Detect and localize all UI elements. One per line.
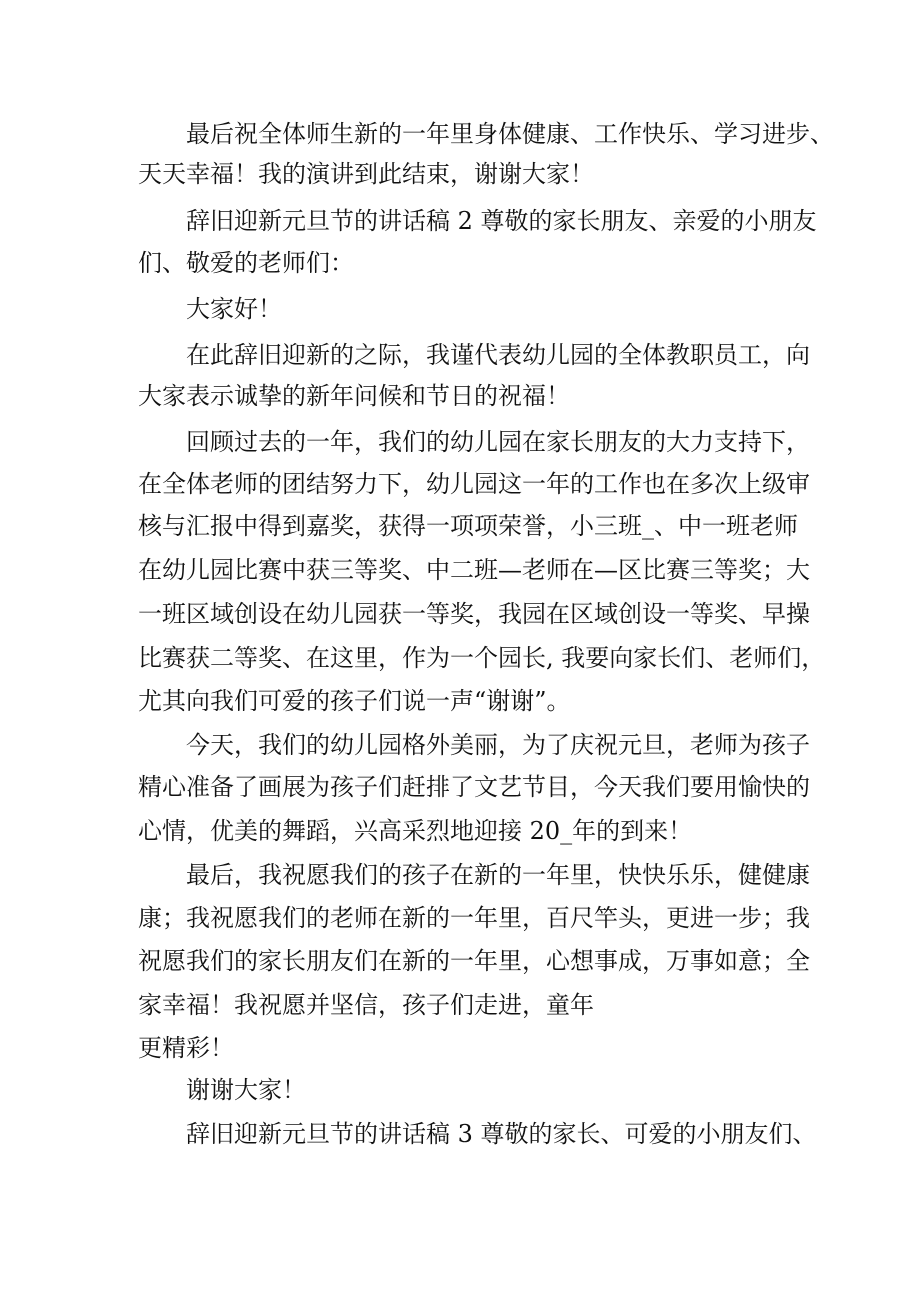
paragraph-line: 更精彩！: [138, 1034, 234, 1062]
paragraph-line: 今天，我们的幼儿园格外美丽，为了庆祝元旦，老师为孩子: [186, 731, 810, 759]
paragraph-line: 回顾过去的一年，我们的幼儿园在家长朋友的大力支持下，: [186, 428, 810, 456]
paragraph-line: 谢谢大家！: [186, 1076, 306, 1104]
paragraph-line: 大家好！: [186, 295, 282, 323]
paragraph-line: 们、敬爱的老师们：: [138, 249, 354, 277]
paragraph-line: 核与汇报中得到嘉奖，获得一项项荣誉，小三班_、中一班老师: [138, 512, 798, 540]
paragraph-line: 康；我祝愿我们的老师在新的一年里，百尺竿头，更进一步；我: [138, 904, 810, 932]
paragraph-line: 最后祝全体师生新的一年里身体健康、工作快乐、学习进步、: [186, 120, 834, 148]
paragraph-line: 比赛获二等奖、在这里，作为一个园长, 我要向家长们、老师们，: [138, 644, 826, 672]
paragraph-line: 祝愿我们的家长朋友们在新的一年里，心想事成，万事如意；全: [138, 947, 810, 975]
paragraph-line: 辞旧迎新元旦节的讲话稿 3 尊敬的家长、可爱的小朋友们、: [186, 1120, 817, 1148]
paragraph-line: 精心准备了画展为孩子们赶排了文艺节目，今天我们要用愉快的: [138, 773, 810, 801]
paragraph-line: 心情，优美的舞蹈，兴高采烈地迎接 20_年的到来！: [138, 817, 693, 845]
paragraph-line: 最后，我祝愿我们的孩子在新的一年里，快快乐乐，健健康: [186, 861, 810, 889]
paragraph-line: 尤其向我们可爱的孩子们说一声“谢谢”。: [138, 687, 571, 715]
paragraph-line: 家幸福！我祝愿并坚信，孩子们走进，童年: [138, 991, 594, 1019]
paragraph-line: 大家表示诚挚的新年问候和节日的祝福！: [138, 382, 570, 410]
paragraph-line: 天天幸福！我的演讲到此结束，谢谢大家！: [138, 160, 594, 188]
paragraph-line: 在此辞旧迎新的之际，我谨代表幼儿园的全体教职员工，向: [186, 341, 810, 369]
paragraph-line: 一班区域创设在幼儿园获一等奖，我园在区域创设一等奖、早操: [138, 600, 810, 628]
paragraph-line: 在幼儿园比赛中获三等奖、中二班—老师在—区比赛三等奖；大: [138, 556, 810, 584]
paragraph-line: 在全体老师的团结努力下，幼儿园这一年的工作也在多次上级审: [138, 470, 810, 498]
paragraph-line: 辞旧迎新元旦节的讲话稿 2 尊敬的家长朋友、亲爱的小朋友: [186, 207, 817, 235]
